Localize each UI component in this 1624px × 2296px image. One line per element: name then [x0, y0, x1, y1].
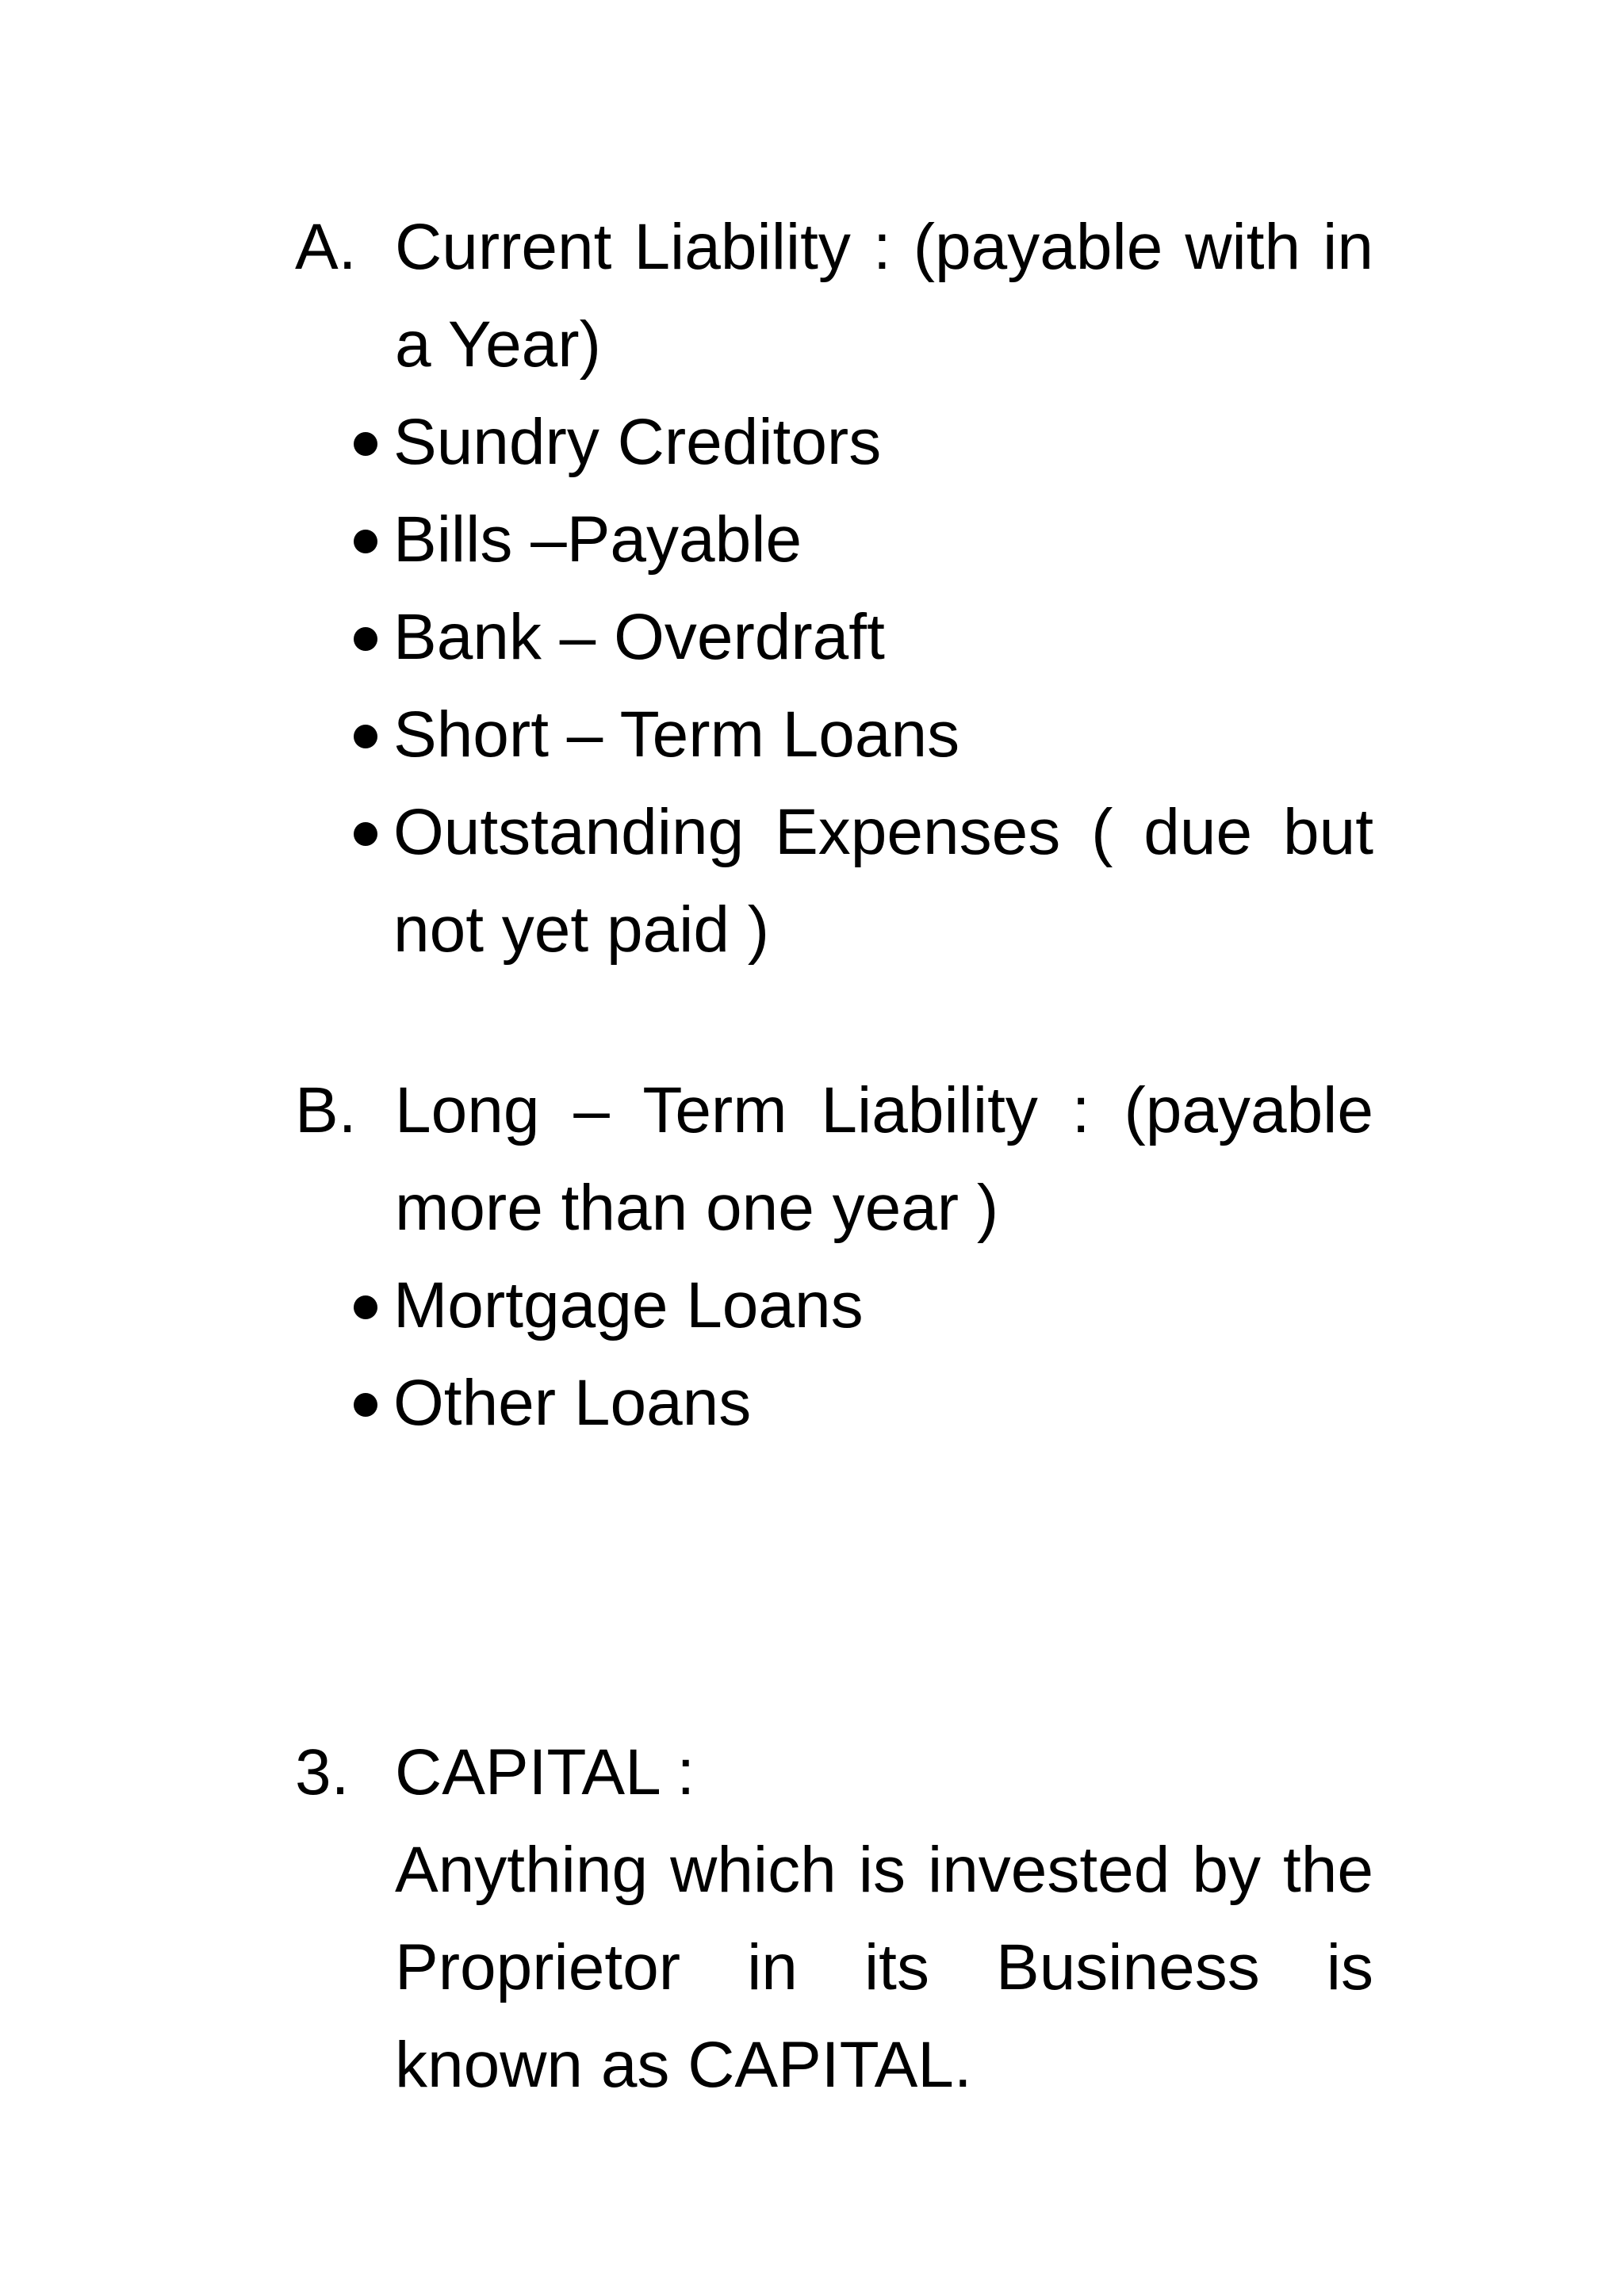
bullet-icon — [346, 1354, 393, 1452]
bullet-item — [346, 1354, 1373, 1452]
section-heading: CAPITAL : — [395, 1736, 695, 1808]
section-heading: Long – Term Liability : (payable more than one year ) — [395, 1074, 1373, 1244]
item-body — [395, 1724, 1373, 2114]
bullet-text: Bills –Payable — [393, 503, 802, 576]
list-item — [295, 198, 1373, 393]
bullet-text: Outstanding Expenses ( due but not yet paid ) — [393, 796, 1373, 966]
section-heading: Current Liability : (payable with in a Year) — [395, 211, 1373, 381]
list-marker: B. — [295, 1074, 357, 1146]
item-body — [395, 198, 1373, 393]
list-marker: A. — [295, 211, 357, 283]
section-current-liability — [295, 198, 1373, 978]
section-long-term-liability — [295, 1062, 1373, 1452]
bullet-item — [346, 393, 1373, 491]
bullet-text: Sundry Creditors — [393, 406, 882, 478]
bullet-text: Short – Term Loans — [393, 698, 960, 771]
list-item — [295, 1062, 1373, 1257]
bullet-icon — [346, 393, 393, 491]
bullet-list — [295, 393, 1373, 978]
bullet-icon — [346, 1257, 393, 1354]
list-marker: 3. — [295, 1736, 350, 1808]
bullet-item — [346, 686, 1373, 783]
bullet-text: Bank – Overdraft — [393, 601, 885, 673]
bullet-item — [346, 783, 1373, 978]
list-item — [295, 1724, 1373, 2114]
bullet-icon — [346, 588, 393, 686]
bullet-icon — [346, 491, 393, 588]
bullet-icon — [346, 686, 393, 783]
bullet-item — [346, 1257, 1373, 1354]
bullet-list — [295, 1257, 1373, 1452]
bullet-text: Mortgage Loans — [393, 1269, 864, 1341]
bullet-item — [346, 491, 1373, 588]
definition-text: Anything which is invested by the Proprietor in its Business is known as CAPITAL. — [395, 1834, 1373, 2101]
item-body — [395, 1062, 1373, 1257]
bullet-icon — [346, 783, 393, 978]
bullet-text: Other Loans — [393, 1367, 752, 1439]
bullet-item — [346, 588, 1373, 686]
section-capital — [295, 1724, 1373, 2114]
